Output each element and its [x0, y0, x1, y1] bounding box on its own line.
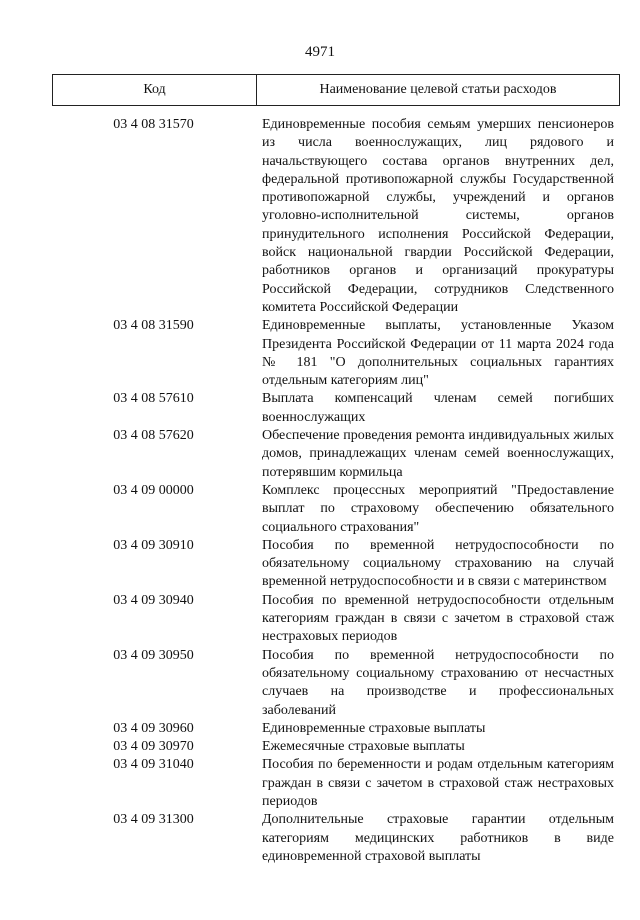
row-code: 03 4 09 31300	[113, 812, 194, 828]
table-row	[52, 720, 620, 738]
header-name: Наименование целевой статьи расходов	[319, 82, 557, 97]
row-name: Пособия по временной нетрудоспособности по обязательному социальному страхованию на случай временной нетрудоспособности и в связи с материнством	[262, 537, 614, 590]
table-row	[52, 738, 620, 756]
row-code: 03 4 08 31590	[113, 318, 194, 334]
table-row	[52, 427, 620, 482]
row-code: 03 4 09 30970	[113, 739, 194, 755]
table-header	[52, 74, 620, 106]
row-code: 03 4 09 00000	[113, 482, 194, 498]
table-row	[52, 811, 620, 866]
row-code: 03 4 09 31040	[113, 757, 194, 773]
row-name: Ежемесячные страховые выплаты	[262, 739, 465, 755]
row-code: 03 4 08 57620	[113, 428, 194, 444]
row-name: Пособия по беременности и родам отдельным категориям граждан в связи с зачетом в страховой стаж нестраховых периодов	[262, 757, 614, 809]
table-row	[52, 317, 620, 390]
row-name: Единовременные выплаты, установленные Указом Президента Российской Федерации от 11 марта 2024 года № 181 "О дополнительных социальных гарантиях отдельным категориям лиц"	[262, 318, 614, 389]
table-row	[52, 592, 620, 647]
row-name: Выплата компенсаций членам семей погибших военнослужащих	[262, 391, 614, 425]
row-code: 03 4 09 30960	[113, 720, 194, 736]
row-name: Единовременные пособия семьям умерших пенсионеров из числа военнослужащих, лиц рядового и начальствующего состава органов внутренних дел, федеральной противопожарной службы Государственной противопожарной службы, учреждений и органов уголовно-исполнительной системы, органов принудительного исполнения Российской Федерации, войск национальной гвардии Российской Федерации, работников органов и организаций прокуратуры Российской Федерации, сотрудников Следственного комитета Российской Федерации	[262, 117, 614, 315]
row-name: Дополнительные страховые гарантии отдельным категориям медицинских работников в виде единовременной страховой выплаты	[262, 812, 614, 864]
row-code: 03 4 09 30910	[113, 537, 194, 553]
table-row	[52, 537, 620, 592]
table-row	[52, 647, 620, 720]
row-name: Пособия по временной нетрудоспособности по обязательному социальному страхованию от несчастных случаев на производстве и профессиональных заболеваний	[262, 647, 614, 718]
table-row	[52, 116, 620, 317]
header-code: Код	[53, 75, 257, 105]
row-code: 03 4 09 30940	[113, 592, 194, 608]
table-row	[52, 756, 620, 811]
table-row	[52, 390, 620, 427]
row-name: Единовременные страховые выплаты	[262, 720, 486, 736]
row-code: 03 4 08 31570	[113, 117, 194, 132]
row-code: 03 4 08 57610	[113, 391, 194, 407]
row-name: Пособия по временной нетрудоспособности отдельным категориям граждан в связи с зачетом в страховой стаж нестраховых периодов	[262, 592, 614, 645]
row-code: 03 4 09 30950	[113, 647, 194, 663]
row-name: Комплекс процессных мероприятий "Предоставление выплат по страховому обеспечению обязательного социального страхования"	[262, 482, 614, 535]
page-number: 4971	[305, 44, 335, 60]
table-row	[52, 482, 620, 537]
row-name: Обеспечение проведения ремонта индивидуальных жилых домов, принадлежащих членам семей военнослужащих, потерявшим кормильца	[262, 428, 614, 480]
table-body	[52, 116, 620, 866]
